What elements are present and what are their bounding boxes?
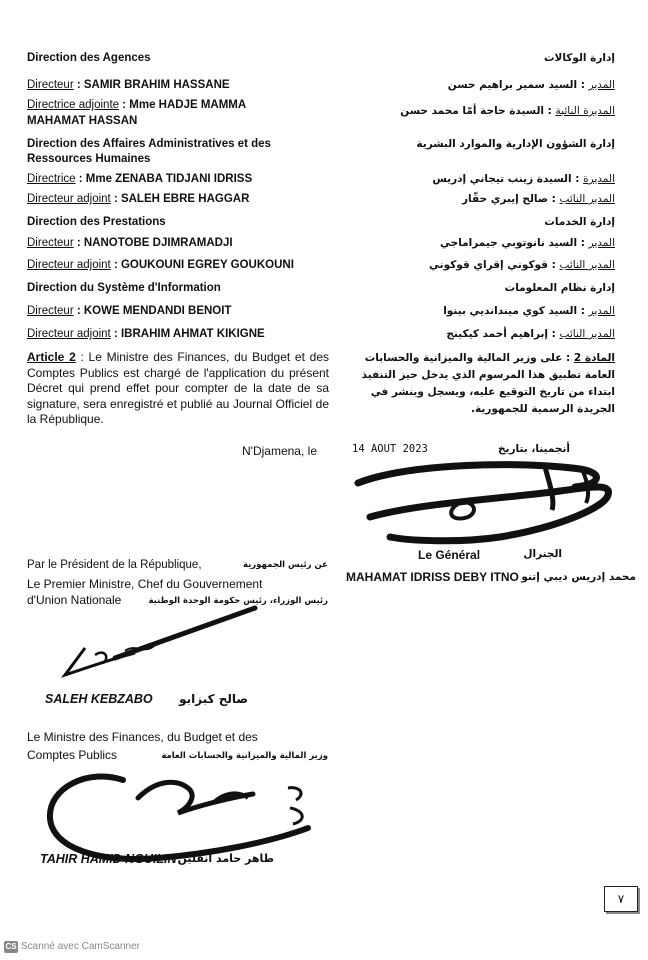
section-text: Ressources Humaines <box>27 153 151 165</box>
prime-minister-title-ar: رئيس الوزراء، رئيس حكومة الوحدة الوطنية <box>148 596 328 606</box>
section-text-ar: : السيد كوي ميندانديي بينوا <box>443 305 589 317</box>
article-2-arabic <box>339 350 615 418</box>
prime-minister-title-1: Le Premier Ministre, Chef du Gouvernement <box>27 577 263 591</box>
section-line-ar <box>440 236 615 250</box>
section-text: : NANOTOBE DJIMRAMADJI <box>73 237 233 249</box>
section-text-ar: إدارة الوكالات <box>543 52 615 64</box>
article-2-label-ar: المادة 2 <box>573 352 615 364</box>
section-text-ar: : السيدة زينب تيجاني إدريس <box>432 173 584 185</box>
role-label: Directeur adjoint <box>27 193 111 205</box>
section-text: Direction des Affaires Administratives et des <box>27 138 271 150</box>
by-president-ar: عن رئيس الجمهورية <box>242 560 328 570</box>
section-text-ar: إدارة الشؤون الإدارية والموارد البشرية <box>416 138 615 150</box>
role-label-ar: المدير النائب <box>559 328 615 340</box>
president-name-fr: MAHAMAT IDRISS DEBY ITNO <box>346 570 519 584</box>
section-line-ar <box>448 78 615 92</box>
signature-date: 14 AOUT 2023 <box>352 443 428 455</box>
section-text: : SAMIR BRAHIM HASSANE <box>73 79 230 91</box>
section-line-ar <box>446 327 615 341</box>
role-label-ar: المدير النائب <box>559 193 615 205</box>
section-line-fr <box>27 137 271 151</box>
section-line-ar <box>429 258 615 272</box>
role-label-ar: المدير <box>588 79 615 91</box>
section-text: : Mme ZENABA TIDJANI IDRISS <box>75 173 253 185</box>
scanner-footer <box>4 941 140 953</box>
section-text-ar: : السيد سمير براهيم حسن <box>447 79 589 91</box>
section-line-fr <box>27 258 294 272</box>
scanner-footer-text: Scanné avec CamScanner <box>21 941 140 952</box>
section-line-ar <box>505 281 615 295</box>
section-text: Direction des Agences <box>27 52 151 64</box>
section-line-ar <box>462 192 615 206</box>
president-name-ar: محمد إدريس ديبي إتنو <box>521 571 636 583</box>
role-label-ar: المدير النائب <box>559 259 615 271</box>
section-text: : GOUKOUNI EGREY GOUKOUNI <box>110 259 294 271</box>
section-line-fr <box>27 192 249 206</box>
finance-minister-title-2: Comptes Publics <box>27 748 118 762</box>
section-line-fr <box>27 172 252 186</box>
role-label: Directrice adjointe <box>27 99 120 111</box>
section-text: Direction du Système d'Information <box>27 282 221 294</box>
role-label: Directeur <box>27 79 74 91</box>
section-text-ar: إدارة الخدمات <box>544 216 615 228</box>
role-label: Directeur <box>27 237 74 249</box>
section-line-fr <box>27 51 151 65</box>
role-label: Directeur adjoint <box>27 259 111 271</box>
prime-minister-name-fr: SALEH KEBZABO <box>45 692 153 706</box>
section-text-ar: : إبراهيم أحمد كيكينج <box>446 328 560 340</box>
section-text-ar: : قوكوني إقراي قوكوني <box>429 259 560 271</box>
role-label: Directrice <box>27 173 76 185</box>
section-text: : SALEH EBRE HAGGAR <box>110 193 250 205</box>
prime-minister-signature <box>55 603 265 683</box>
prime-minister-title-2: d'Union Nationale <box>27 593 122 607</box>
finance-minister-name-fr: TAHIR HAMID NGUILIN <box>40 852 177 866</box>
role-label-ar: المديرة النائبة <box>555 105 615 117</box>
finance-minister-title-ar: وزير المالية والميزانية والحسابات العامة <box>161 751 328 761</box>
article-2-text: : Le Ministre des Finances, du Budget et des Comptes Publics est chargé de l'application du présent Décret qui prend effet pour compter de la date de sa signature, sera enregistré et publié au Journal Officiel de la République. <box>27 350 329 426</box>
section-line-fr <box>27 78 230 92</box>
article-2-text-ar: : على وزير المالية والميزانية والحسابات العامة تطبيق هذا المرسوم الذي يدخل حيز التنفيذ ابتداء من تاريخ التوقيع عليه، ويسجل وينشر في الجريدة الرسمية للجمهورية. <box>361 352 615 415</box>
president-title-ar: الجنرال <box>523 548 562 560</box>
section-text: : IBRAHIM AHMAT KIKIGNE <box>110 328 265 340</box>
section-line-ar <box>544 215 615 229</box>
section-line-ar <box>432 172 615 186</box>
section-text-ar: : السيدة حاجة أمّا محمد حسن <box>400 105 556 117</box>
section-line-ar <box>544 51 615 65</box>
section-line-ar <box>443 304 615 318</box>
section-line-fr <box>27 215 166 229</box>
section-text-ar: : صالح إيبري حقّار <box>462 193 560 205</box>
role-label-ar: المديرة <box>583 173 615 185</box>
by-president-fr: Par le Président de la République, <box>27 559 202 571</box>
section-text: : KOWE MENDANDI BENOIT <box>73 305 232 317</box>
prime-minister-name-ar: صالح كبزابو <box>179 692 248 706</box>
president-title-fr: Le Général <box>418 548 481 562</box>
role-label: Directeur adjoint <box>27 328 111 340</box>
section-line-fr <box>27 327 265 341</box>
section-text: MAHAMAT HASSAN <box>27 115 138 127</box>
section-text-ar: إدارة نظام المعلومات <box>504 282 615 294</box>
page-number: ٧ <box>604 886 638 912</box>
role-label-ar: المدير <box>588 305 615 317</box>
section-line-fr <box>27 304 231 318</box>
finance-minister-name-ar: طاهر حامد انقلين <box>177 852 274 865</box>
section-line-ar <box>416 137 615 151</box>
section-line-fr <box>27 98 246 112</box>
role-label-ar: المدير <box>588 237 615 249</box>
article-2-label: Article 2 <box>27 350 76 364</box>
section-line-fr <box>27 236 233 250</box>
place-fr: N'Djamena, le <box>242 444 317 458</box>
president-signature <box>350 455 620 550</box>
role-label: Directeur <box>27 305 74 317</box>
section-line-fr <box>27 281 221 295</box>
section-line-fr <box>27 152 150 166</box>
section-text-ar: : السيد نانوتوبي جيمراماجي <box>440 237 589 249</box>
section-line-fr <box>27 114 137 128</box>
camscanner-logo-icon: CS <box>5 942 17 951</box>
section-text: : Mme HADJE MAMMA <box>119 99 247 111</box>
section-line-ar <box>400 104 615 118</box>
finance-minister-title-1: Le Ministre des Finances, du Budget et des <box>27 730 258 744</box>
place-ar: أنجمينا، بتاريخ <box>497 443 570 455</box>
section-text: Direction des Prestations <box>27 216 166 228</box>
article-2-french <box>27 350 329 428</box>
